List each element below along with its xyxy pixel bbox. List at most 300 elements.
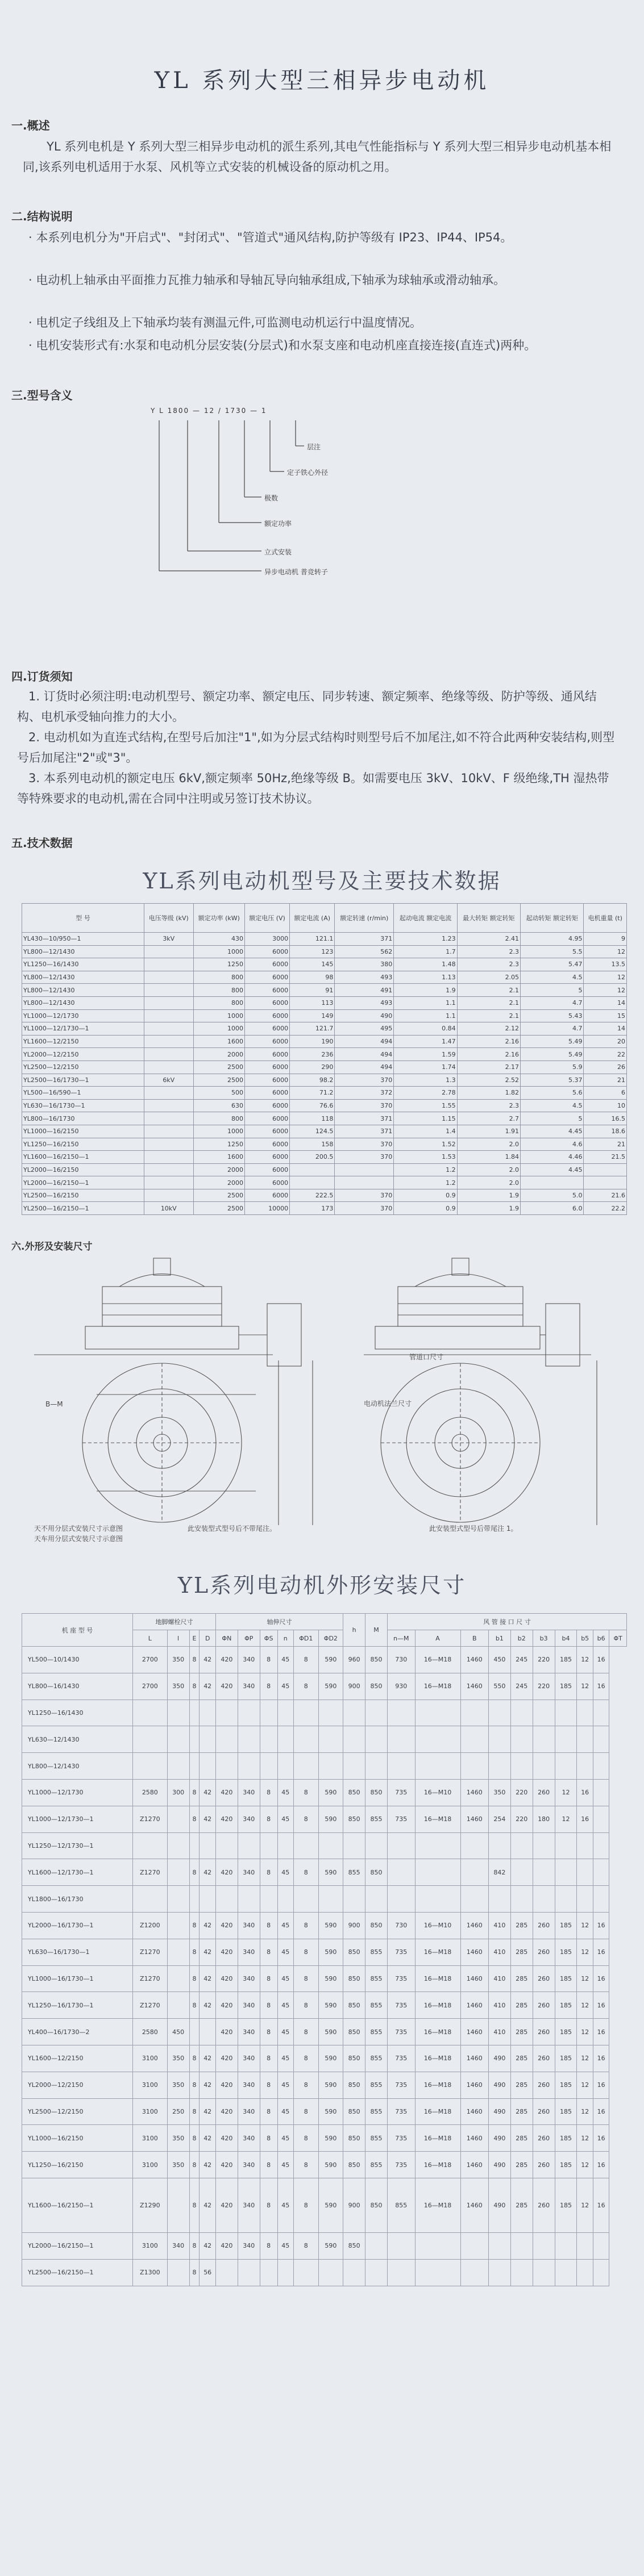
dim-cell: 340 — [238, 1673, 260, 1700]
dim-cell — [260, 1753, 277, 1780]
spec-cell: 2.3 — [457, 945, 520, 958]
spec-cell: 9 — [584, 933, 627, 946]
dim-cell: 56 — [200, 2259, 215, 2286]
dim-cell: 12 — [577, 1939, 593, 1965]
model-label-stator: 定子铁心外径 — [287, 469, 329, 477]
dim-cell: 260 — [533, 2019, 555, 2045]
spec-cell: 10kV — [144, 1202, 194, 1215]
dim-cell: 3100 — [133, 2098, 168, 2125]
dim-cell: 8 — [293, 2072, 318, 2098]
dim-cell: 590 — [318, 2098, 343, 2125]
dim-row — [22, 1992, 627, 2019]
dim-cell: Z1200 — [133, 1912, 168, 1939]
spec-cell: 2.0 — [457, 1163, 520, 1176]
spec-cell: 18.6 — [584, 1125, 627, 1138]
dim-cell: 850 — [365, 1673, 388, 1700]
dim-cell: 590 — [318, 1859, 343, 1886]
spec-cell — [144, 1125, 194, 1138]
dim-row — [22, 1673, 627, 1700]
spec-cell: YL800—16/1730 — [22, 1112, 144, 1125]
spec-cell: 5.49 — [521, 1035, 584, 1048]
dim-cell: 16—M18 — [415, 2072, 460, 2098]
dim-cell: 1460 — [460, 1939, 488, 1965]
dim-cell: YL1000—16/1730—1 — [22, 1965, 133, 1992]
dim-cell: 930 — [387, 1673, 415, 1700]
dim-cell: 420 — [215, 1806, 238, 1832]
dim-cell: 490 — [488, 2072, 510, 2098]
section-model-heading: 三.型号含义 — [11, 389, 73, 402]
dim-cell: 285 — [510, 1992, 533, 2019]
spec-cell: 2.3 — [457, 958, 520, 971]
spec-cell: 494 — [335, 1048, 394, 1061]
dim-cell: 350 — [167, 2125, 189, 2152]
dim-cell — [293, 1832, 318, 1859]
spec-cell: 1.84 — [457, 1151, 520, 1164]
dim-row — [22, 2072, 627, 2098]
dim-header: h — [343, 1614, 365, 1647]
dim-cell: 590 — [318, 2125, 343, 2152]
dim-cell: 16 — [593, 1992, 609, 2019]
dim-cell: Z1270 — [133, 1806, 168, 1832]
spec-cell: 3kV — [144, 933, 194, 946]
dim-cell — [343, 1886, 365, 1913]
dim-cell — [133, 1726, 168, 1753]
dim-cell: 260 — [533, 2125, 555, 2152]
spec-cell: 12 — [584, 984, 627, 997]
dim-cell: 850 — [365, 2178, 388, 2232]
spec-cell: 15 — [584, 1009, 627, 1022]
dim-row — [22, 1886, 627, 1913]
dim-cell — [415, 1886, 460, 1913]
dim-cell: 8 — [293, 2019, 318, 2045]
dim-cell: 420 — [215, 2098, 238, 2125]
spec-cell: 4.5 — [521, 971, 584, 984]
dim-cell — [415, 1832, 460, 1859]
dim-cell: 420 — [215, 1673, 238, 1700]
dim-cell — [533, 1753, 555, 1780]
dim-cell: 8 — [189, 1779, 200, 1806]
dim-cell: 340 — [238, 2178, 260, 2232]
dim-cell — [488, 2232, 510, 2259]
spec-cell: 1.47 — [394, 1035, 457, 1048]
dim-cell — [277, 1753, 293, 1780]
dim-cell: 185 — [555, 1992, 577, 2019]
dim-cell: 185 — [555, 1912, 577, 1939]
spec-cell: 6.0 — [521, 1202, 584, 1215]
spec-cell: 800 — [193, 971, 244, 984]
dim-cell: 590 — [318, 1673, 343, 1700]
left-motor-top — [102, 1287, 222, 1326]
spec-cell: 371 — [335, 933, 394, 946]
spec-cell: 2500 — [193, 1074, 244, 1087]
dim-cell — [365, 1886, 388, 1913]
dim-cell: 42 — [200, 2125, 215, 2152]
spec-cell: 2000 — [193, 1163, 244, 1176]
dim-cell — [318, 1886, 343, 1913]
spec-cell: 493 — [335, 971, 394, 984]
structure-item: · 电动机上轴承由平面推力瓦推力轴承和导轴瓦导向轴承组成,下轴承为球轴承或滑动轴承。 — [28, 273, 506, 287]
dim-cell: 8 — [260, 1806, 277, 1832]
dim-cell: 42 — [200, 1673, 215, 1700]
spec-row — [22, 958, 627, 971]
dim-row — [22, 1806, 627, 1832]
dim-cell: YL1250—12/1730—1 — [22, 1832, 133, 1859]
dim-cell: 260 — [533, 2098, 555, 2125]
dim-cell — [277, 1886, 293, 1913]
spec-cell: 1000 — [193, 1009, 244, 1022]
dim-cell — [533, 1886, 555, 1913]
dim-cell: 45 — [277, 2178, 293, 2232]
dim-cell: 350 — [167, 2072, 189, 2098]
dim-cell: 1460 — [460, 2072, 488, 2098]
spec-cell: 1.9 — [457, 1189, 520, 1202]
dim-cell: 42 — [200, 1859, 215, 1886]
dim-row — [22, 2045, 627, 2072]
dim-cell: Z1270 — [133, 1939, 168, 1965]
dim-subheader: D — [200, 1630, 215, 1647]
dim-cell: 220 — [533, 1647, 555, 1673]
dim-cell: 8 — [189, 1912, 200, 1939]
dim-cell: 350 — [167, 2152, 189, 2178]
dim-cell: YL1600—12/1730—1 — [22, 1859, 133, 1886]
spec-cell: 158 — [290, 1138, 335, 1151]
spec-cell: 22 — [584, 1048, 627, 1061]
dim-cell: 3100 — [133, 2072, 168, 2098]
dim-cell — [343, 1832, 365, 1859]
spec-cell — [144, 1176, 194, 1189]
dim-row — [22, 1726, 627, 1753]
dim-cell: 12 — [577, 1673, 593, 1700]
spec-header: 起动电流 额定电流 — [394, 904, 457, 933]
dim-cell — [593, 1886, 609, 1913]
spec-cell: 6000 — [244, 1074, 289, 1087]
dim-cell: 260 — [533, 1965, 555, 1992]
dim-cell: 590 — [318, 1912, 343, 1939]
spec-cell: 562 — [335, 945, 394, 958]
dim-cell: 855 — [365, 1965, 388, 1992]
dim-cell: 340 — [238, 1779, 260, 1806]
spec-table-body — [22, 933, 627, 1215]
spec-cell: 2.3 — [457, 1099, 520, 1112]
dim-cell — [488, 2259, 510, 2286]
dim-cell — [577, 1859, 593, 1886]
dim-cell: 735 — [387, 2045, 415, 2072]
structure-item-text: 电机定子线组及上下轴承均装有测温元件,可监测电动机运行中温度情况。 — [36, 316, 422, 329]
dim-cell: 16 — [593, 2178, 609, 2232]
dim-cell: 2700 — [133, 1673, 168, 1700]
dim-cell: 420 — [215, 2178, 238, 2232]
dim-cell: 12 — [555, 1806, 577, 1832]
spec-row — [22, 1138, 627, 1151]
dim-cell — [387, 1700, 415, 1726]
spec-cell: 1.48 — [394, 958, 457, 971]
dim-cell: 850 — [343, 1779, 365, 1806]
dim-cell: 185 — [555, 1965, 577, 1992]
dim-cell — [167, 1939, 189, 1965]
spec-cell: YL500—16/590—1 — [22, 1087, 144, 1100]
dim-cell: 450 — [488, 1647, 510, 1673]
dim-cell: 735 — [387, 2072, 415, 2098]
spec-cell: 91 — [290, 984, 335, 997]
dim-cell: YL1250—16/2150 — [22, 2152, 133, 2178]
spec-row — [22, 971, 627, 984]
dim-cell: 8 — [293, 2125, 318, 2152]
dim-cell: 45 — [277, 2125, 293, 2152]
dim-subheader: ΦN — [215, 1630, 238, 1647]
dim-cell: YL500—10/1430 — [22, 1647, 133, 1673]
spec-cell: 21.5 — [584, 1151, 627, 1164]
spec-cell: 1000 — [193, 1022, 244, 1036]
spec-cell: YL2500—16/2150—1 — [22, 1202, 144, 1215]
dim-cell: 45 — [277, 1992, 293, 2019]
dim-cell — [215, 1726, 238, 1753]
spec-cell: 4.45 — [521, 1125, 584, 1138]
dim-cell — [593, 1859, 609, 1886]
dim-cell — [577, 1726, 593, 1753]
dim-cell: 185 — [555, 2125, 577, 2152]
dim-cell — [260, 1726, 277, 1753]
spec-cell: 1.4 — [394, 1125, 457, 1138]
dim-cell — [260, 1886, 277, 1913]
dim-cell: 420 — [215, 1779, 238, 1806]
section-overview-heading: 一.概述 — [11, 119, 50, 132]
dim-cell — [318, 1753, 343, 1780]
spec-cell: YL1000—16/2150 — [22, 1125, 144, 1138]
dim-cell: 420 — [215, 1859, 238, 1886]
dim-cell: 12 — [577, 1647, 593, 1673]
dim-cell — [277, 1832, 293, 1859]
dim-cell — [260, 1832, 277, 1859]
dim-cell: 8 — [293, 1992, 318, 2019]
dim-cell — [167, 2178, 189, 2232]
spec-cell: 5 — [521, 984, 584, 997]
dim-cell: 340 — [238, 1992, 260, 2019]
dim-cell: 16—M18 — [415, 1806, 460, 1832]
left-caption: 此安装型式型号后不带尾注。 — [188, 1525, 277, 1533]
dim-cell: 16 — [593, 1912, 609, 1939]
dim-cell — [387, 1859, 415, 1886]
dim-cell — [460, 1700, 488, 1726]
dim-cell: 42 — [200, 1939, 215, 1965]
dim-cell — [343, 1753, 365, 1780]
spec-cell: 1250 — [193, 958, 244, 971]
dim-cell — [343, 1700, 365, 1726]
spec-cell: 1000 — [193, 1125, 244, 1138]
spec-cell: 26 — [584, 1061, 627, 1074]
spec-cell: 2.16 — [457, 1035, 520, 1048]
dim-cell — [510, 1832, 533, 1859]
spec-cell: YL630—16/1730—1 — [22, 1099, 144, 1112]
spec-cell — [144, 971, 194, 984]
model-label-note: 层注 — [307, 443, 321, 451]
installation-drawing — [0, 1252, 644, 1537]
dim-cell: 1460 — [460, 2019, 488, 2045]
dim-cell: 1460 — [460, 1806, 488, 1832]
dim-cell: 42 — [200, 2098, 215, 2125]
dim-cell — [460, 1832, 488, 1859]
spec-cell: 21.6 — [584, 1189, 627, 1202]
dim-cell — [593, 2259, 609, 2286]
dim-cell: 735 — [387, 2152, 415, 2178]
section-tech-heading: 五.技术数据 — [11, 836, 73, 850]
spec-table — [22, 903, 627, 1215]
spec-cell: 21 — [584, 1074, 627, 1087]
dim-cell: 16 — [577, 1806, 593, 1832]
spec-cell — [290, 1176, 335, 1189]
dim-cell: 1460 — [460, 1779, 488, 1806]
dim-cell — [415, 2259, 460, 2286]
dim-cell — [555, 1753, 577, 1780]
spec-cell: 13.5 — [584, 958, 627, 971]
dim-cell — [460, 1726, 488, 1753]
spec-row — [22, 1151, 627, 1164]
spec-cell: 222.5 — [290, 1189, 335, 1202]
dim-cell — [533, 1700, 555, 1726]
dim-cell: 730 — [387, 1912, 415, 1939]
spec-cell: 5.0 — [521, 1189, 584, 1202]
spec-cell: 2.41 — [457, 933, 520, 946]
dim-cell: 8 — [260, 1992, 277, 2019]
dim-cell: 45 — [277, 2072, 293, 2098]
dim-cell: 12 — [577, 1912, 593, 1939]
spec-cell: 98.2 — [290, 1074, 335, 1087]
dim-cell: 42 — [200, 2232, 215, 2259]
dim-cell: 260 — [533, 2152, 555, 2178]
spec-cell: 10 — [584, 1099, 627, 1112]
spec-cell — [144, 1087, 194, 1100]
spec-cell: 430 — [193, 933, 244, 946]
dim-cell — [365, 1700, 388, 1726]
dim-cell: 12 — [577, 1965, 593, 1992]
spec-cell: 290 — [290, 1061, 335, 1074]
dim-cell — [133, 1753, 168, 1780]
dim-cell — [415, 2232, 460, 2259]
dim-cell: 850 — [365, 1779, 388, 1806]
dim-cell — [238, 1886, 260, 1913]
dim-header: 地脚螺栓尺寸 — [133, 1614, 216, 1630]
dim-cell: 260 — [533, 1779, 555, 1806]
dim-cell — [238, 1726, 260, 1753]
spec-header: 额定转速 (r/min) — [335, 904, 394, 933]
dim-cell: 45 — [277, 1912, 293, 1939]
dim-cell: YL400—16/1730—2 — [22, 2019, 133, 2045]
spec-cell: 0.9 — [394, 1202, 457, 1215]
dim-cell: 45 — [277, 2152, 293, 2178]
dim-cell: YL800—16/1430 — [22, 1673, 133, 1700]
dim-cell: YL2500—12/2150 — [22, 2098, 133, 2125]
dim-cell: 490 — [488, 2045, 510, 2072]
dim-cell: 590 — [318, 2072, 343, 2098]
model-label-poles: 极数 — [264, 494, 279, 502]
dim-cell: 260 — [533, 2072, 555, 2098]
dim-cell: 590 — [318, 1939, 343, 1965]
left-drawing-note: 天车用分层式安装尺寸示意图 — [34, 1535, 123, 1543]
spec-cell: 1250 — [193, 1138, 244, 1151]
dim-cell — [238, 1832, 260, 1859]
dim-cell: 45 — [277, 1965, 293, 1992]
dim-cell: 340 — [238, 2152, 260, 2178]
dim-cell — [277, 2259, 293, 2286]
spec-cell: 1000 — [193, 945, 244, 958]
spec-cell: 21 — [584, 1138, 627, 1151]
dim-cell — [167, 1859, 189, 1886]
dim-cell — [167, 1912, 189, 1939]
dim-cell: 850 — [343, 2232, 365, 2259]
dim-cell: 420 — [215, 2045, 238, 2072]
dim-cell: 185 — [555, 2019, 577, 2045]
dim-cell: 16 — [593, 1673, 609, 1700]
spec-cell: 6000 — [244, 1176, 289, 1189]
dim-cell — [510, 1886, 533, 1913]
spec-row — [22, 1009, 627, 1022]
dim-cell: 420 — [215, 1965, 238, 1992]
spec-cell: 5.37 — [521, 1074, 584, 1087]
dim-cell: 8 — [189, 2045, 200, 2072]
dim-cell: 220 — [533, 1673, 555, 1700]
spec-cell: 2500 — [193, 1202, 244, 1215]
spec-cell: 491 — [335, 984, 394, 997]
dim-cell — [555, 2232, 577, 2259]
dim-cell: YL630—12/1430 — [22, 1726, 133, 1753]
left-note: 天不用分层式安装尺寸示意图 — [34, 1525, 123, 1533]
spec-row — [22, 996, 627, 1009]
spec-cell: 380 — [335, 958, 394, 971]
dim-cell: 855 — [365, 1992, 388, 2019]
dim-cell: 16 — [593, 1965, 609, 1992]
dim-cell: 960 — [343, 1647, 365, 1673]
dim-cell — [167, 1753, 189, 1780]
dim-cell: 8 — [189, 2125, 200, 2152]
dim-cell: 1460 — [460, 2125, 488, 2152]
dim-cell: 490 — [488, 2098, 510, 2125]
dim-cell: 8 — [293, 1647, 318, 1673]
dim-cell: 12 — [577, 1992, 593, 2019]
spec-cell: 370 — [335, 1189, 394, 1202]
dim-cell: 260 — [533, 1912, 555, 1939]
dim-cell: 420 — [215, 2072, 238, 2098]
dim-cell — [293, 1700, 318, 1726]
dim-subheader: l — [167, 1630, 189, 1647]
spec-row — [22, 1022, 627, 1036]
dim-cell: 42 — [200, 2178, 215, 2232]
dim-cell — [555, 1886, 577, 1913]
dim-cell: 8 — [260, 1912, 277, 1939]
dim-cell: 590 — [318, 2019, 343, 2045]
dim-row — [22, 2259, 627, 2286]
spec-cell: 6000 — [244, 1112, 289, 1125]
dim-table-body — [22, 1647, 627, 2286]
dim-row — [22, 1832, 627, 1859]
dim-cell: 8 — [260, 2178, 277, 2232]
dim-cell: 185 — [555, 2098, 577, 2125]
dim-cell — [510, 2259, 533, 2286]
dim-cell — [510, 1753, 533, 1780]
spec-cell: 2000 — [193, 1048, 244, 1061]
spec-cell: 1.2 — [394, 1176, 457, 1189]
dim-cell: 220 — [510, 1806, 533, 1832]
spec-cell: 5.43 — [521, 1009, 584, 1022]
spec-cell: 6000 — [244, 1163, 289, 1176]
spec-cell: 371 — [335, 1125, 394, 1138]
spec-cell — [144, 1022, 194, 1036]
dim-subheader: ΦP — [238, 1630, 260, 1647]
spec-cell: 113 — [290, 996, 335, 1009]
dim-cell — [167, 1806, 189, 1832]
dim-cell: 900 — [343, 1912, 365, 1939]
dim-cell: 8 — [260, 1647, 277, 1673]
section-structure-heading: 二.结构说明 — [11, 210, 73, 223]
spec-cell: 10000 — [244, 1202, 289, 1215]
